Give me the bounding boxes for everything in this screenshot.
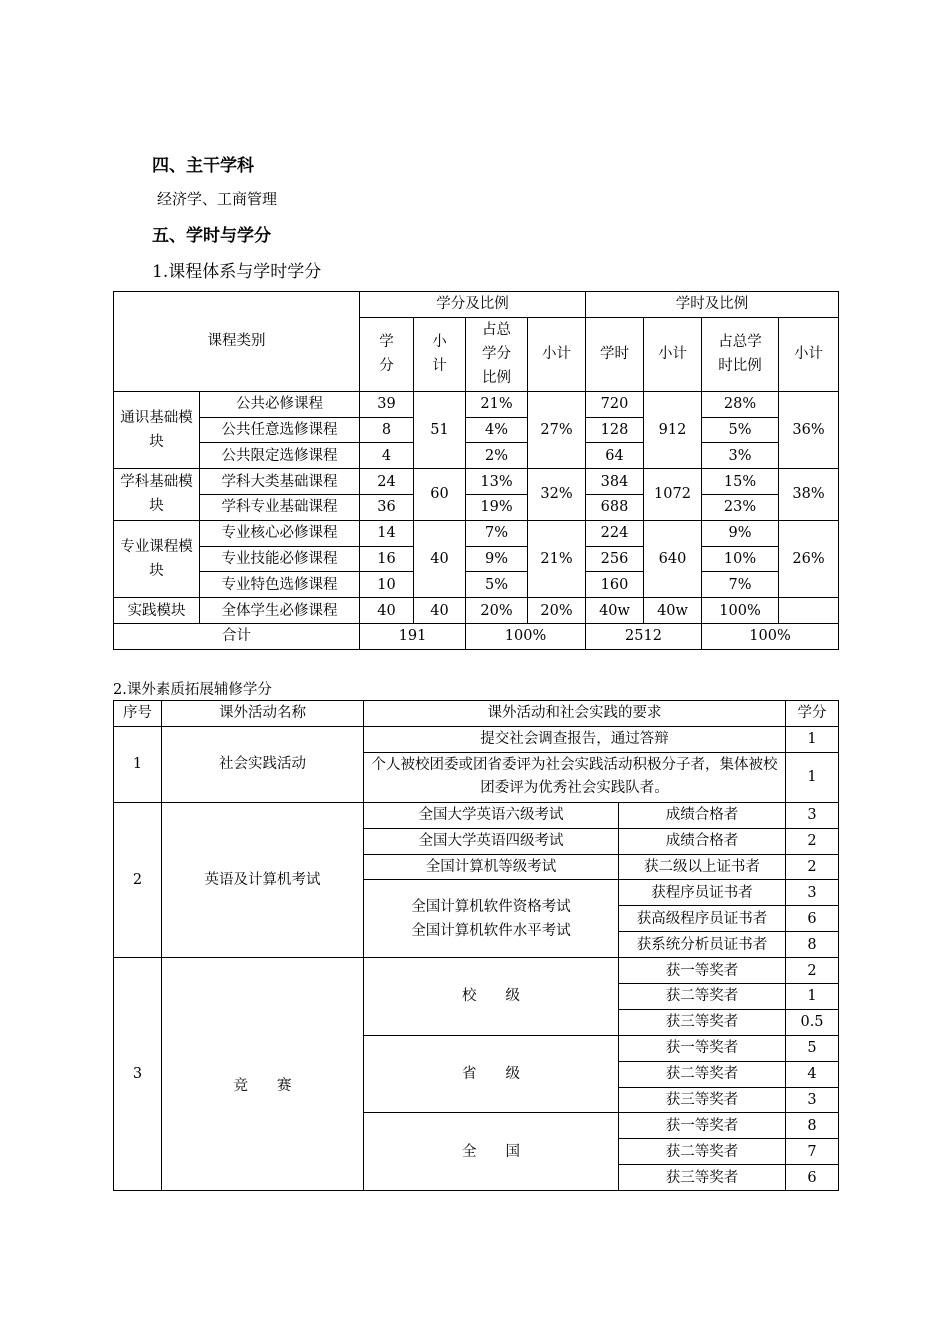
header-hours: 学时: [586, 317, 644, 391]
hours: 384: [586, 469, 644, 495]
header-credit-subtotal: 小计: [414, 317, 466, 391]
award: 获一等奖者: [619, 958, 786, 984]
section4-heading: 四、主干学科: [152, 156, 254, 176]
course-name: 公共任意选修课程: [200, 417, 360, 443]
credit-subtotal: 51: [414, 391, 466, 468]
course-credit-table: [113, 291, 839, 650]
competition-level: 省 级: [364, 1035, 619, 1113]
section4-content: 经济学、工商管理: [157, 190, 278, 208]
header-credit: 学分: [786, 701, 839, 727]
course-name: 专业特色选修课程: [200, 572, 360, 598]
hours: 720: [586, 391, 644, 417]
header-hour-ratio-subtotal: 小计: [779, 317, 839, 391]
credit-ratio: 7%: [466, 520, 528, 546]
hours: 224: [586, 520, 644, 546]
software-exam-name: 全国计算机软件水平考试: [411, 922, 571, 939]
course-name: 公共限定选修课程: [200, 443, 360, 469]
hour-ratio: 7%: [702, 572, 779, 598]
hour-ratio-subtotal: 36%: [779, 391, 839, 468]
credit-ratio: 5%: [466, 572, 528, 598]
hour-ratio: 15%: [702, 469, 779, 495]
hour-ratio: 23%: [702, 494, 779, 520]
credit: 7: [786, 1139, 839, 1165]
section5-heading: 五、学时与学分: [152, 226, 271, 246]
header-credit-group: 学分及比例: [360, 292, 586, 318]
credit: 8: [786, 932, 839, 958]
header-no: 序号: [114, 701, 162, 727]
total-credit-ratio: 100%: [466, 623, 586, 649]
credit: 24: [360, 469, 414, 495]
exam-name: 全国计算机等级考试: [364, 854, 619, 880]
exam-condition: 获程序员证书者: [619, 880, 786, 906]
credit: 4: [360, 443, 414, 469]
extracurricular-credit-table: [113, 700, 839, 1191]
exam-condition: 获二级以上证书者: [619, 854, 786, 880]
header-credit-ratio: 占总学分比例: [466, 317, 528, 391]
course-name: 学科大类基础课程: [200, 469, 360, 495]
row-no: 3: [114, 958, 162, 1191]
credit: 8: [786, 1113, 839, 1139]
competition-level: 全 国: [364, 1113, 619, 1191]
credit: 0.5: [786, 1009, 839, 1035]
requirement: 提交社会调查报告，通过答辩: [364, 726, 786, 752]
credit: 4: [786, 1061, 839, 1087]
group-name: 通识基础模块: [114, 391, 200, 468]
exam-condition: 获系统分析员证书者: [619, 932, 786, 958]
award: 获二等奖者: [619, 1139, 786, 1165]
credit: 36: [360, 494, 414, 520]
activity-name: 竞 赛: [162, 958, 364, 1191]
hours-subtotal: 640: [644, 520, 702, 597]
award: 获三等奖者: [619, 1009, 786, 1035]
hours-subtotal: 912: [644, 391, 702, 468]
hour-ratio: 10%: [702, 546, 779, 572]
header-requirement: 课外活动和社会实践的要求: [364, 701, 786, 727]
award: 获三等奖者: [619, 1087, 786, 1113]
credit-ratio-subtotal: 21%: [528, 520, 586, 597]
credit-subtotal: 40: [414, 520, 466, 597]
credit: 1: [786, 726, 839, 752]
exam-condition: 成绩合格者: [619, 828, 786, 854]
credit: 2: [786, 958, 839, 984]
header-hour-ratio: 占总学时比例: [702, 317, 779, 391]
course-name: 公共必修课程: [200, 391, 360, 417]
award: 获三等奖者: [619, 1165, 786, 1191]
course-name: 学科专业基础课程: [200, 494, 360, 520]
header-credit: 学分: [360, 317, 414, 391]
credit: 2: [786, 828, 839, 854]
award: 获一等奖者: [619, 1035, 786, 1061]
exam-condition: 成绩合格者: [619, 802, 786, 828]
credit-ratio-subtotal: 32%: [528, 469, 586, 521]
credit: 2: [786, 854, 839, 880]
header-credit-ratio-subtotal: 小计: [528, 317, 586, 391]
row-no: 2: [114, 802, 162, 957]
credit-subtotal: 40: [414, 598, 466, 624]
group-name: 实践模块: [114, 598, 200, 624]
subheading-extracurricular: 2.课外素质拓展辅修学分: [113, 682, 272, 698]
credit: 10: [360, 572, 414, 598]
exam-name: 全国大学英语四级考试: [364, 828, 619, 854]
hours: 128: [586, 417, 644, 443]
hours: 40w: [586, 598, 644, 624]
award: 获一等奖者: [619, 1113, 786, 1139]
credit: 1: [786, 752, 839, 802]
competition-level: 校 级: [364, 958, 619, 1036]
requirement: 个人被校团委或团省委评为社会实践活动积极分子者，集体被校团委评为优秀社会实践队者。: [364, 752, 786, 802]
software-exam-name: 全国计算机软件资格考试: [411, 898, 571, 915]
total-hours: 2512: [586, 623, 702, 649]
hour-ratio: 100%: [702, 598, 779, 624]
hours: 64: [586, 443, 644, 469]
software-exam-names: [364, 880, 619, 958]
credit-ratio: 13%: [466, 469, 528, 495]
award: 获二等奖者: [619, 984, 786, 1010]
header-hour-group: 学时及比例: [586, 292, 839, 318]
header-category: 课程类别: [114, 292, 360, 392]
hours: 688: [586, 494, 644, 520]
hour-ratio: 5%: [702, 417, 779, 443]
credit: 14: [360, 520, 414, 546]
exam-name: 全国大学英语六级考试: [364, 802, 619, 828]
hour-ratio: 28%: [702, 391, 779, 417]
credit: 6: [786, 906, 839, 932]
hours: 256: [586, 546, 644, 572]
activity-name: 英语及计算机考试: [162, 802, 364, 957]
group-name: 专业课程模块: [114, 520, 200, 597]
total-hour-ratio: 100%: [702, 623, 839, 649]
activity-name: 社会实践活动: [162, 726, 364, 802]
total-label: 合计: [114, 623, 360, 649]
credit-ratio: 2%: [466, 443, 528, 469]
credit: 40: [360, 598, 414, 624]
course-name: 专业技能必修课程: [200, 546, 360, 572]
credit-ratio: 9%: [466, 546, 528, 572]
hours: 160: [586, 572, 644, 598]
hour-ratio-subtotal: 26%: [779, 520, 839, 597]
credit: 5: [786, 1035, 839, 1061]
credit: 3: [786, 1087, 839, 1113]
credit: 3: [786, 802, 839, 828]
credit-ratio: 4%: [466, 417, 528, 443]
award: 获二等奖者: [619, 1061, 786, 1087]
credit-ratio-subtotal: 27%: [528, 391, 586, 468]
row-no: 1: [114, 726, 162, 802]
hour-ratio: 3%: [702, 443, 779, 469]
exam-condition: 获高级程序员证书者: [619, 906, 786, 932]
course-name: 专业核心必修课程: [200, 520, 360, 546]
credit-ratio: 20%: [466, 598, 528, 624]
hour-ratio-subtotal: [779, 598, 839, 624]
hours-subtotal: 40w: [644, 598, 702, 624]
group-name: 学科基础模块: [114, 469, 200, 521]
credit-ratio: 21%: [466, 391, 528, 417]
header-hours-subtotal: 小计: [644, 317, 702, 391]
credit: 16: [360, 546, 414, 572]
hour-ratio-subtotal: 38%: [779, 469, 839, 521]
credit-ratio-subtotal: 20%: [528, 598, 586, 624]
header-activity-name: 课外活动名称: [162, 701, 364, 727]
subheading-course-system: 1.课程体系与学时学分: [152, 262, 322, 282]
credit-ratio: 19%: [466, 494, 528, 520]
credit: 39: [360, 391, 414, 417]
credit-subtotal: 60: [414, 469, 466, 521]
credit: 6: [786, 1165, 839, 1191]
credit: 3: [786, 880, 839, 906]
course-name: 全体学生必修课程: [200, 598, 360, 624]
hour-ratio: 9%: [702, 520, 779, 546]
credit: 8: [360, 417, 414, 443]
credit: 1: [786, 984, 839, 1010]
hours-subtotal: 1072: [644, 469, 702, 521]
total-credits: 191: [360, 623, 466, 649]
